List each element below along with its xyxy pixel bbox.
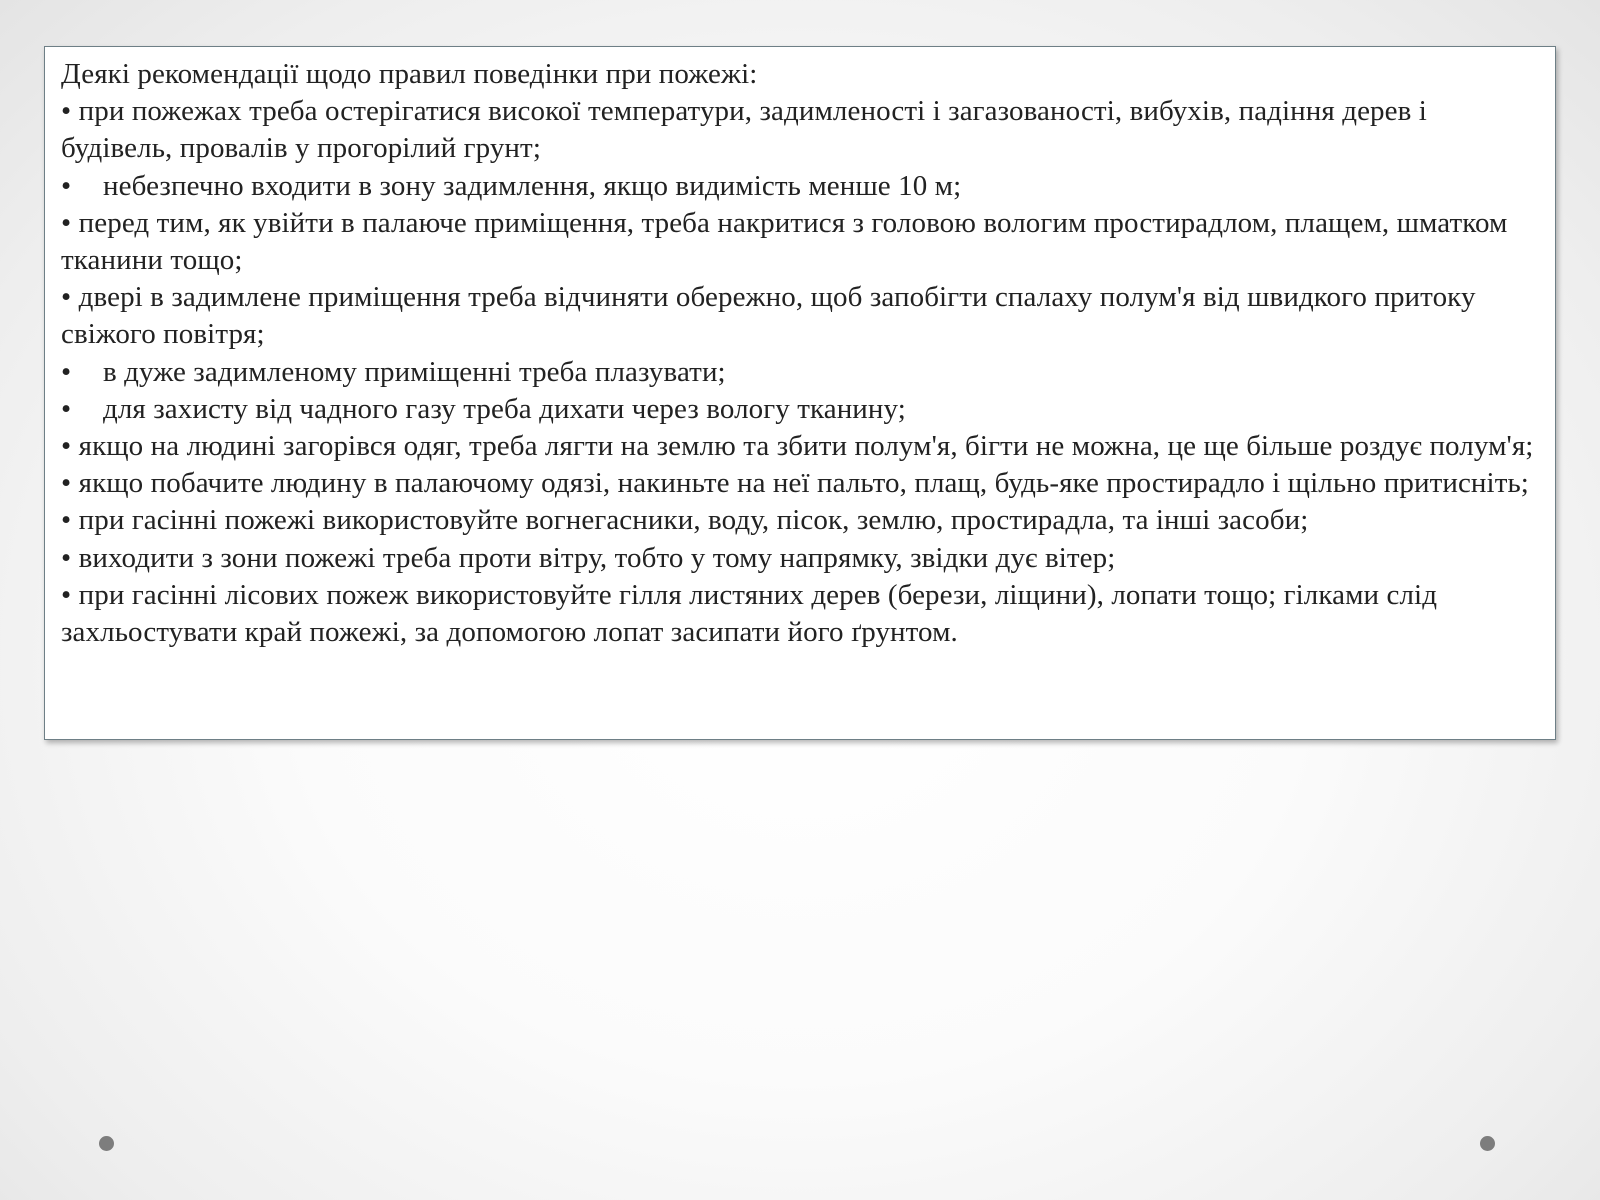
rule-item [61,540,1541,577]
bullet-icon: • [61,95,72,128]
rule-item [61,465,1541,502]
bullet-icon: • [61,169,72,202]
rule-text: при пожежах треба остерігатися високої температури, задимленості і загазованості, вибухів, падіння дерев і будівель, провалів у прогорілий грунт; [61,95,1427,165]
rule-item [61,428,1541,465]
rule-text: перед тим, як увійти в палаюче приміщення, треба накритися з головою вологим простирадлом, плащем, шматком тканини тощо; [61,206,1508,277]
bullet-icon: • [61,355,72,388]
rule-item [61,168,1541,205]
rule-text: в дуже задимленому приміщенні треба плазувати; [103,355,726,388]
rule-text: якщо на людині загорівся одяг, треба лягти на землю та збити полум'я, бігти не можна, це ще більше роздує полум'я; [78,430,1534,463]
slide-heading: Деякі рекомендації щодо правил поведінки при пожежі: [61,58,758,90]
rule-text: виходити з зони пожежі треба проти вітру, тобто у тому напрямку, звідки дує вітер; [78,541,1116,574]
bullet-icon: • [61,578,72,611]
rule-item [61,391,1541,428]
decorative-dot-icon [99,1136,114,1151]
bullet-icon: • [61,504,72,537]
rule-text: двері в задимлене приміщення треба відчиняти обережно, щоб запобігти спалаху полум'я від швидкого притоку свіжого повітря; [61,281,1476,351]
bullet-icon: • [61,541,72,574]
rule-item [61,354,1541,391]
rule-text: при гасінні пожежі використовуйте вогнегасники, воду, пісок, землю, простирадла, та інші засоби; [78,504,1309,537]
bullet-icon: • [61,206,72,239]
rule-text: небезпечно входити в зону задимлення, якщо видимість менше 10 м; [103,169,962,202]
rule-text: при гасінні лісових пожеж використовуйте гілля листяних дерев (берези, ліщини), лопати тощо; гілками слід захльостувати край пожежі, за допомогою лопат засипати його ґрунтом. [61,578,1438,649]
fire-safety-text-box [44,46,1556,740]
rule-text: якщо побачите людину в палаючому одязі, накиньте на неї пальто, плащ, будь-яке простирадло і щільно притисніть; [78,467,1529,500]
rule-item [61,205,1541,279]
rule-item [61,93,1541,167]
decorative-dot-icon [1480,1136,1495,1151]
rule-item [61,577,1541,651]
rule-text: для захисту від чадного газу треба дихати через вологу тканину; [103,392,906,425]
bullet-icon: • [61,430,72,463]
rule-item [61,502,1541,539]
bullet-icon: • [61,281,72,314]
bullet-icon: • [61,467,72,500]
rule-item [61,279,1541,353]
bullet-icon: • [61,392,72,425]
